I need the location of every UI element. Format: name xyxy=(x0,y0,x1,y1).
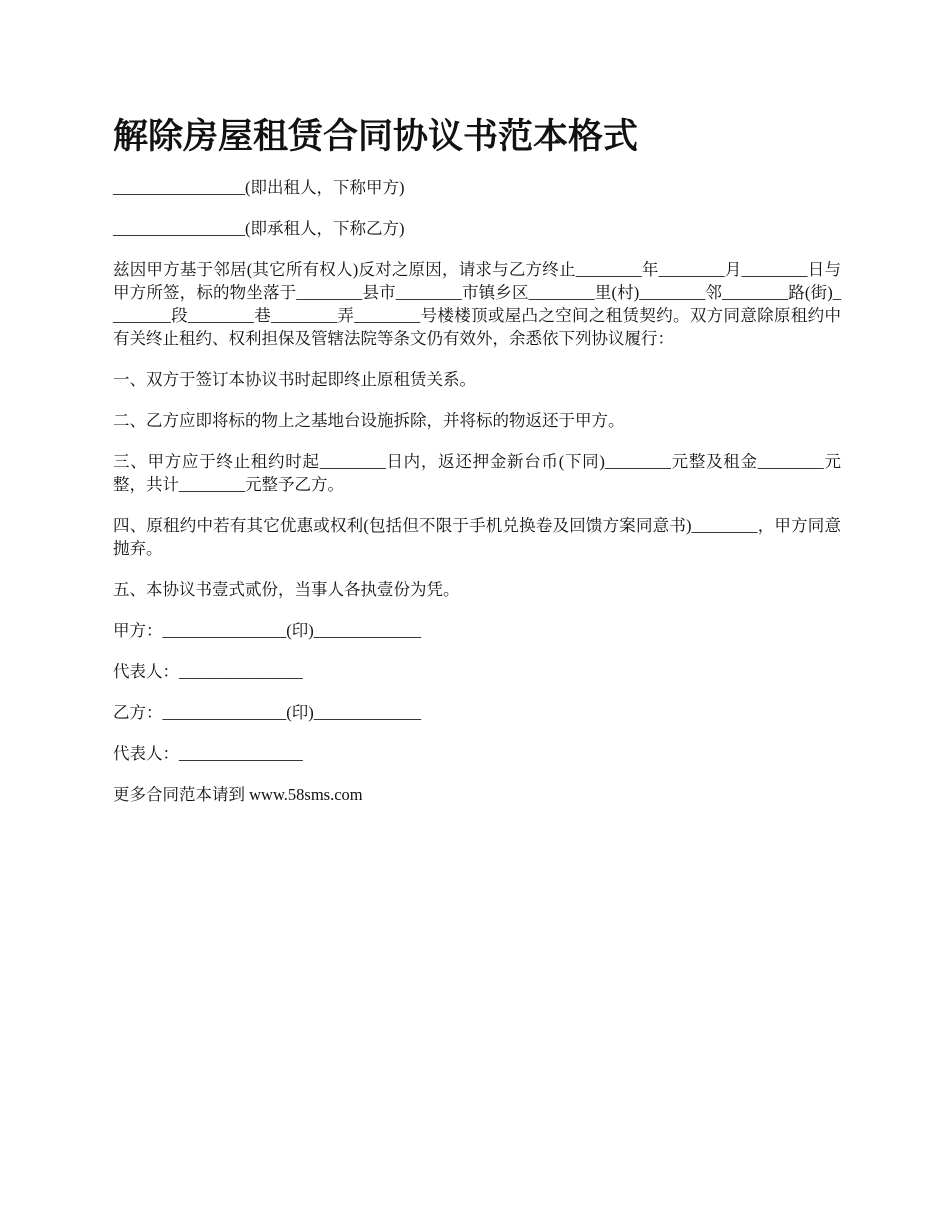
clause-2: 二、乙方应即将标的物上之基地台设施拆除，并将标的物返还于甲方。 xyxy=(113,411,625,430)
party-a-representative-line: 代表人：_______________ xyxy=(113,662,303,681)
party-b-signature-line: 乙方：_______________(印)_____________ xyxy=(113,703,421,722)
party-b-representative-line: 代表人：_______________ xyxy=(113,744,303,763)
clause-4: 四、原租约中若有其它优惠或权利(包括但不限于手机兑换卷及回馈方案同意书)________，甲方同意抛弃。 xyxy=(113,516,841,558)
party-a-signature-line: 甲方：_______________(印)_____________ xyxy=(113,621,421,640)
clause-1: 一、双方于签订本协议书时起即终止原租赁关系。 xyxy=(113,370,476,389)
clause-3: 三、甲方应于终止租约时起________日内，返还押金新台币(下同)________元整及租金________元整，共计________元整予乙方。 xyxy=(113,452,841,494)
footer-note: 更多合同范本请到 www.58sms.com xyxy=(113,785,363,804)
document-page xyxy=(113,112,841,824)
preamble-paragraph: 兹因甲方基于邻居(其它所有权人)反对之原因，请求与乙方终止________年________月________日与甲方所签，标的物坐落于________县市________市镇乡区________里(村)________邻________路(街)________段________巷________弄________号楼楼顶或屋凸之空间之租赁契约。双方同意除原租约中有关终止租约、权利担保及管辖法院等条文仍有效外，余悉依下列协议履行： xyxy=(113,260,841,348)
clause-5: 五、本协议书壹式贰份，当事人各执壹份为凭。 xyxy=(113,580,460,599)
lessor-line: ________________(即出租人，下称甲方) xyxy=(113,178,405,197)
lessee-line: ________________(即承租人，下称乙方) xyxy=(113,219,405,238)
document-title: 解除房屋租赁合同协议书范本格式 xyxy=(113,117,639,157)
